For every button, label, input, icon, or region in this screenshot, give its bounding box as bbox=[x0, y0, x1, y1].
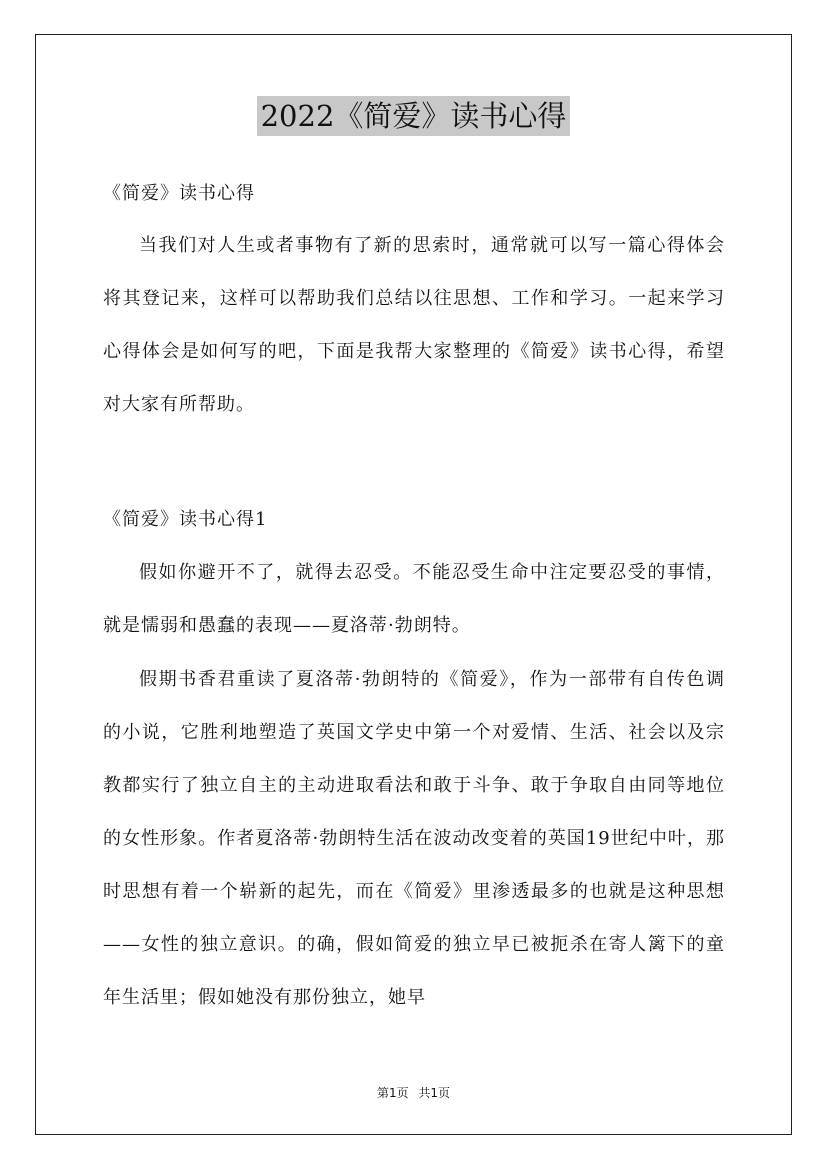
page-footer bbox=[0, 1084, 827, 1101]
section-heading-1: 《简爱》读书心得1 bbox=[103, 509, 268, 530]
section-heading-intro: 《简爱》读书心得 bbox=[103, 183, 255, 204]
page-total: 共1页 bbox=[418, 1086, 451, 1100]
paragraph-body: 假期书香君重读了夏洛蒂·勃朗特的《简爱》，作为一部带有自传色调的小说，它胜利地塑造了英国文学史中第一个对爱情、生活、社会以及宗教都实行了独立自主的主动进取看法和敢于斗争、敢于争取自由同等地位的女性形象。作者夏洛蒂·勃朗特生活在波动改变着的英国19世纪中叶，那时思想有着一个崭新的起先，而在《简爱》里渗透最多的也就是这种思想——女性的独立意识。的确，假如简爱的独立早已被扼杀在寄人篱下的童年生活里；假如她没有那份独立，她早 bbox=[103, 669, 725, 1008]
document-title: 2022《简爱》读书心得 bbox=[257, 96, 571, 136]
title-container bbox=[0, 96, 827, 136]
intro-paragraph: 当我们对人生或者事物有了新的思索时，通常就可以写一篇心得体会将其登记来，这样可以帮助我们总结以往思想、工作和学习。一起来学习心得体会是如何写的吧，下面是我帮大家整理的《简爱》读书心得，希望对大家有所帮助。 bbox=[103, 235, 725, 415]
paragraph-quote: 假如你避开不了，就得去忍受。不能忍受生命中注定要忍受的事情，就是懦弱和愚蠢的表现——夏洛蒂·勃朗特。 bbox=[103, 562, 725, 636]
page-number: 第1页 bbox=[376, 1086, 409, 1100]
